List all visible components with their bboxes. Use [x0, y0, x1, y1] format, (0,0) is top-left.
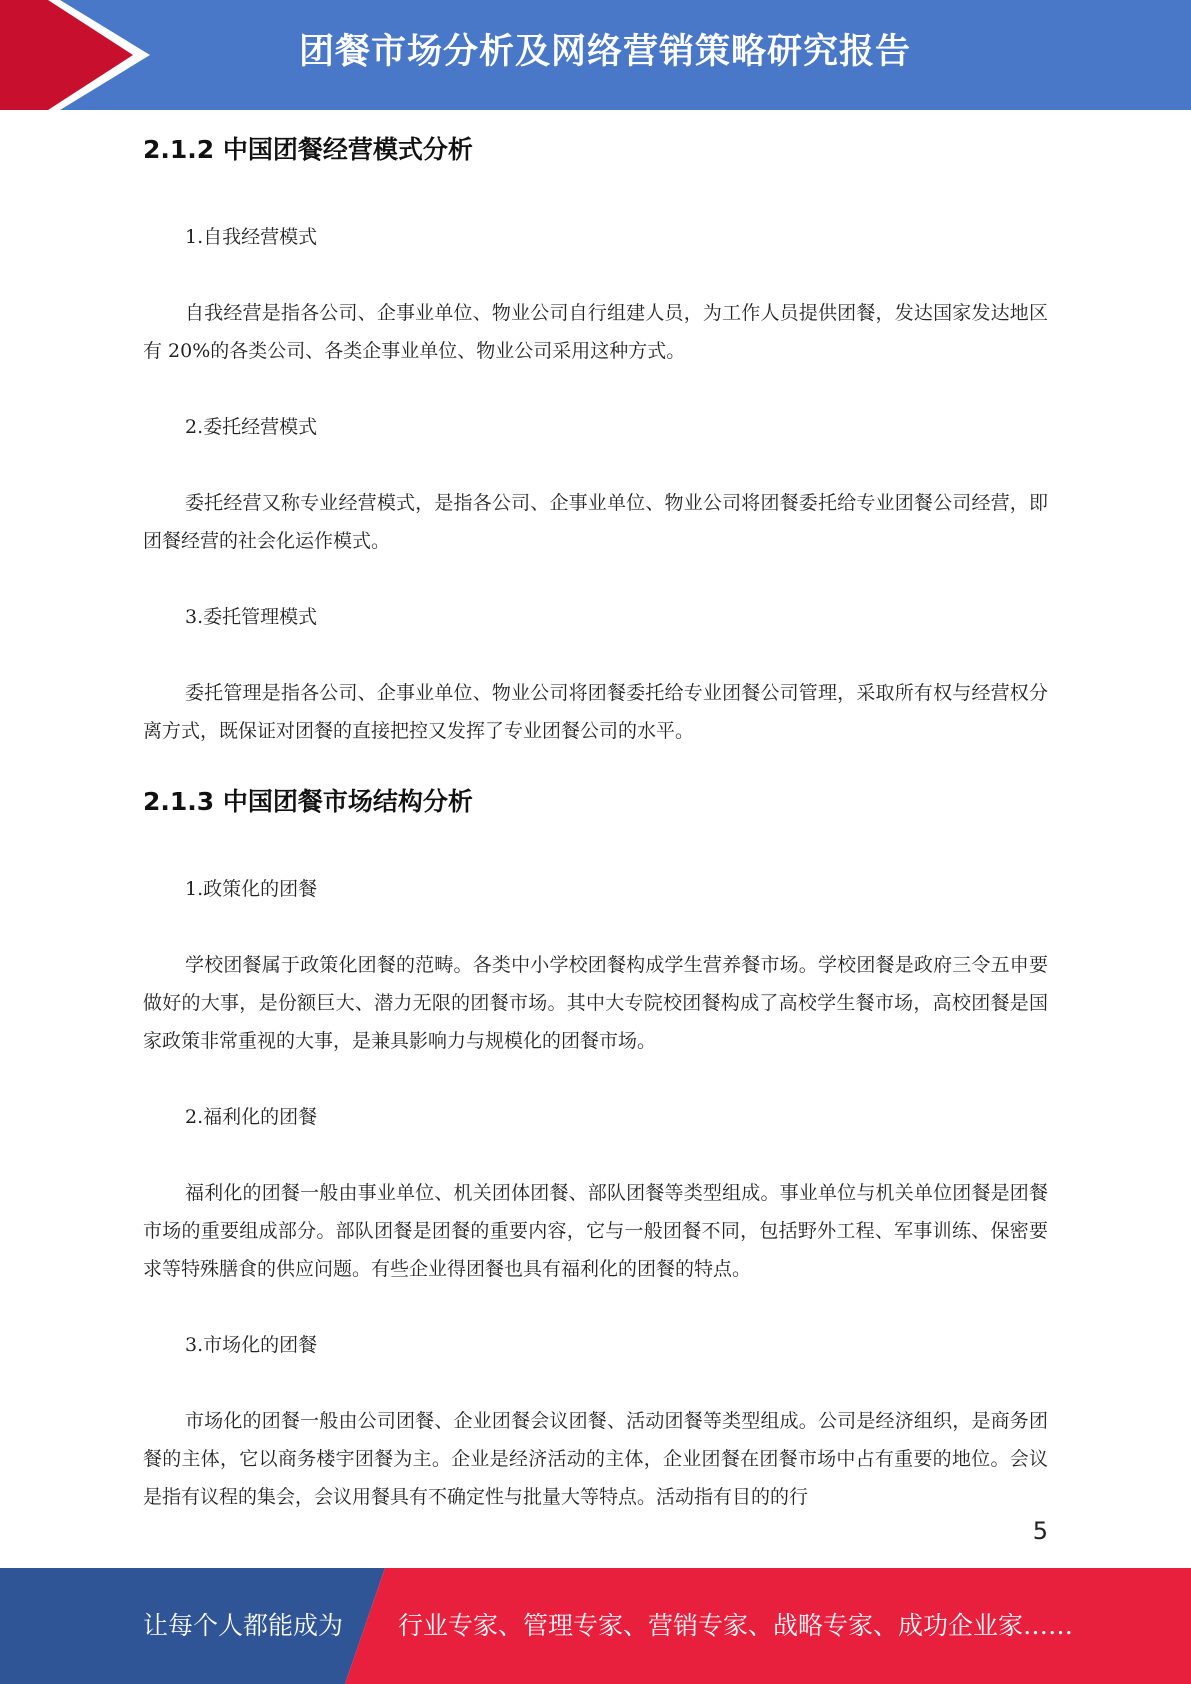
paragraph: 自我经营是指各公司、企事业单位、物业公司自行组建人员，为工作人员提供团餐，发达国家发达地区有 20%的各类公司、各类企事业单位、物业公司采用这种方式。: [143, 302, 1048, 362]
paragraph: 福利化的团餐一般由事业单位、机关团体团餐、部队团餐等类型组成。事业单位与机关单位团餐是团餐市场的重要组成部分。部队团餐是团餐的重要内容，它与一般团餐不同，包括野外工程、军事训练、保密要求等特殊膳食的供应问题。有些企业得团餐也具有福利化的团餐的特点。: [143, 1182, 1048, 1280]
footer-slogan-right: 行业专家、管理专家、营销专家、战略专家、成功企业家……: [398, 1611, 1074, 1640]
footer-slogan-left: 让每个人都能成为: [143, 1611, 344, 1640]
subsection-title: 1.政策化的团餐: [185, 878, 318, 900]
subsection-title: 1.自我经营模式: [185, 226, 318, 248]
document-body: [143, 128, 1048, 1516]
paragraph: 委托管理是指各公司、企事业单位、物业公司将团餐委托给专业团餐公司管理，采取所有权与经营权分离方式，既保证对团餐的直接把控又发挥了专业团餐公司的水平。: [143, 682, 1048, 742]
subsection-title: 3.委托管理模式: [185, 606, 318, 628]
paragraph: 学校团餐属于政策化团餐的范畴。各类中小学校团餐构成学生营养餐市场。学校团餐是政府三令五申要做好的大事，是份额巨大、潜力无限的团餐市场。其中大专院校团餐构成了高校学生餐市场，高校团餐是国家政策非常重视的大事，是兼具影响力与规模化的团餐市场。: [143, 954, 1048, 1052]
report-title: 团餐市场分析及网络营销策略研究报告: [298, 32, 911, 72]
paragraph: 委托经营又称专业经营模式，是指各公司、企事业单位、物业公司将团餐委托给专业团餐公司经营，即团餐经营的社会化运作模式。: [143, 492, 1048, 552]
subsection-title: 2.福利化的团餐: [185, 1106, 318, 1128]
subsection-title: 3.市场化的团餐: [185, 1334, 318, 1356]
page-number: 5: [1032, 1517, 1048, 1545]
paragraph: 市场化的团餐一般由公司团餐、企业团餐会议团餐、活动团餐等类型组成。公司是经济组织，是商务团餐的主体，它以商务楼宇团餐为主。企业是经济活动的主体，企业团餐在团餐市场中占有重要的地位。会议是指有议程的集会，会议用餐具有不确定性与批量大等特点。活动指有目的的行: [143, 1410, 1048, 1508]
section-heading: 2.1.3 中国团餐市场结构分析: [143, 787, 473, 816]
subsection-title: 2.委托经营模式: [185, 416, 318, 438]
section-heading: 2.1.2 中国团餐经营模式分析: [143, 135, 473, 164]
